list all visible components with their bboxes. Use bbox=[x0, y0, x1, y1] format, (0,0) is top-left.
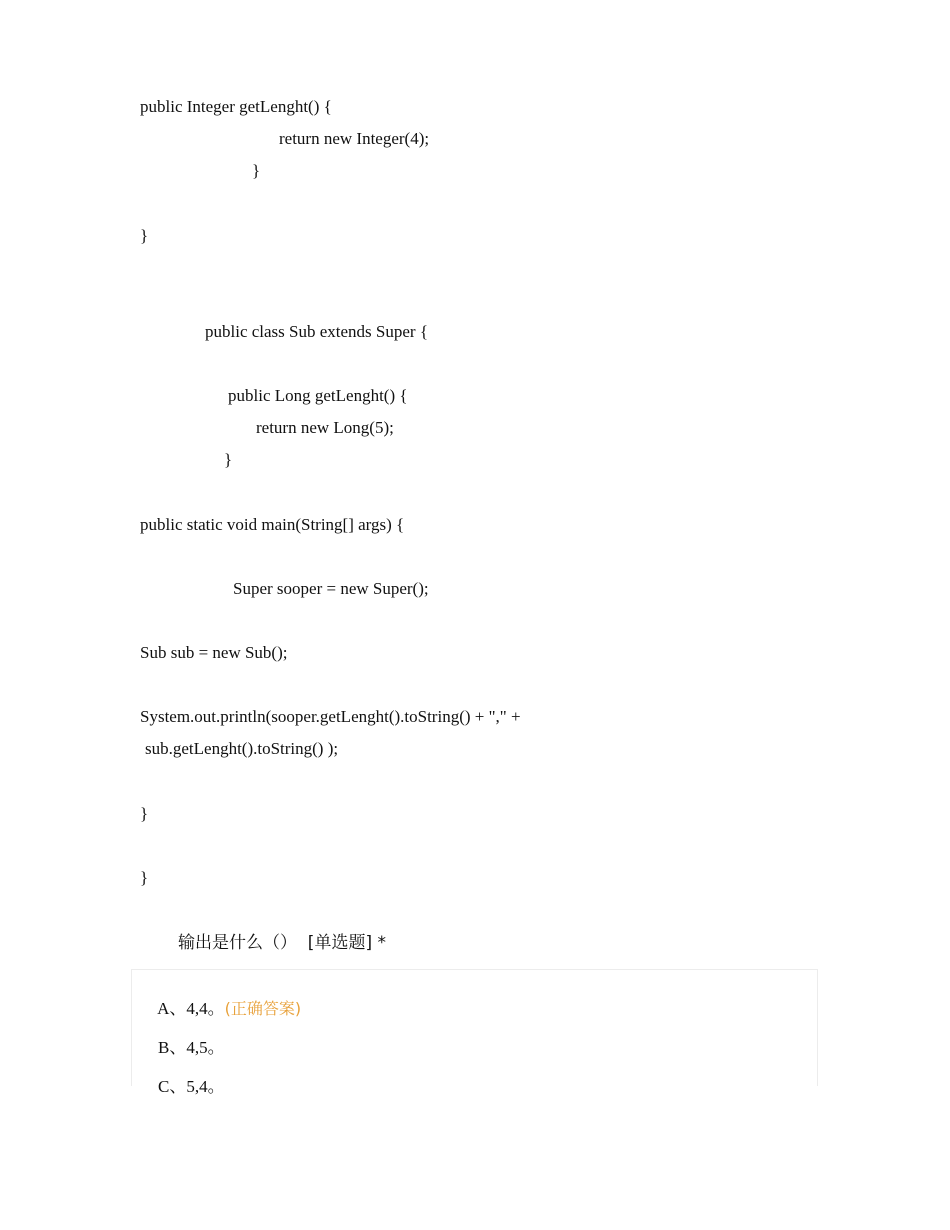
code-line: public Integer getLenght() { bbox=[140, 97, 332, 116]
option-label: B、4,5。 bbox=[158, 1038, 225, 1057]
code-line: System.out.println(sooper.getLenght().toString() + "," + bbox=[140, 707, 521, 726]
code-line: public Long getLenght() { bbox=[228, 386, 408, 405]
code-line: } bbox=[140, 868, 149, 887]
question-title: 输出是什么（） [单选题] * bbox=[178, 933, 386, 953]
code-line: sub.getLenght().toString() ); bbox=[145, 739, 339, 758]
code-line: } bbox=[252, 161, 261, 180]
code-line: } bbox=[140, 226, 149, 245]
option-label: C、5,4。 bbox=[158, 1077, 225, 1096]
code-line: return new Integer(4); bbox=[279, 129, 430, 148]
code-line: public static void main(String[] args) { bbox=[140, 515, 405, 534]
option-label: A、4,4。 bbox=[157, 999, 225, 1018]
code-line: Super sooper = new Super(); bbox=[233, 579, 429, 598]
code-line: Sub sub = new Sub(); bbox=[140, 643, 288, 662]
code-line: return new Long(5); bbox=[256, 418, 394, 437]
code-line: public class Sub extends Super { bbox=[205, 322, 428, 341]
code-line: } bbox=[140, 804, 149, 823]
code-line: } bbox=[224, 450, 233, 469]
option-c[interactable] bbox=[141, 1057, 225, 1117]
correct-answer-tag: (正确答案) bbox=[224, 999, 302, 1018]
options-list bbox=[131, 969, 818, 1096]
